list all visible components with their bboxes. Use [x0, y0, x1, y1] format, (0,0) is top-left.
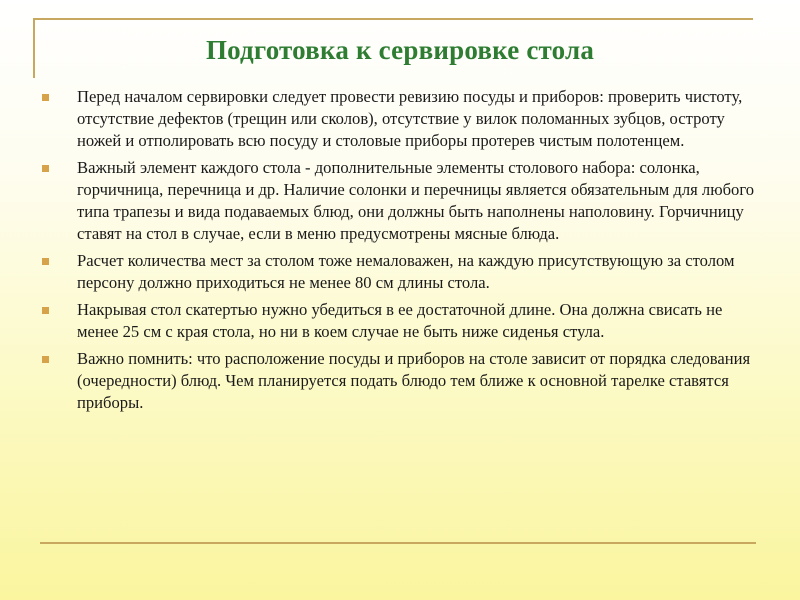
bullet-item-order — [41, 348, 756, 414]
square-bullet-icon — [42, 307, 49, 314]
bullet-item-tablecloth — [41, 299, 756, 343]
square-bullet-icon — [42, 356, 49, 363]
bullet-list — [41, 86, 756, 419]
bullet-text: Важно помнить: что расположение посуды и приборов на столе зависит от порядка следования (очередности) блюд. Чем планируется подать блюдо тем ближе к основной тарелке ставятся приборы. — [77, 349, 751, 412]
square-bullet-icon — [42, 94, 49, 101]
bullet-text: Важный элемент каждого стола - дополнительные элементы столового набора: солонка, горчичница, перечница и др. Наличие солонки и перечницы является обязательным для любого типа трапезы и вида подаваемых блюд, они должны быть наполнены наполовину. Горчичницу ставят на стол в случае, если в меню предусмотрены мясные блюда. — [77, 158, 755, 243]
bottom-horizontal-rule — [40, 542, 756, 544]
bullet-item-inspection — [41, 86, 756, 152]
bullet-text: Расчет количества мест за столом тоже немаловажен, на каждую присутствующую за столом персону должно приходиться не менее 80 см длины стола. — [77, 251, 735, 292]
bullet-item-seating — [41, 250, 756, 294]
slide-title: Подготовка к сервировке стола — [205, 35, 595, 65]
square-bullet-icon — [42, 258, 49, 265]
square-bullet-icon — [42, 165, 49, 172]
bullet-item-condiments — [41, 157, 756, 245]
bullet-text: Перед началом сервировки следует провести ревизию посуды и приборов: проверить чистоту, отсутствие дефектов (трещин или сколов), отсутствие у вилок поломанных зубцов, остроту ножей и отполировать всю посуду и столовые приборы протерев чистым полотенцем. — [77, 87, 743, 150]
bullet-text: Накрывая стол скатертью нужно убедиться в ее достаточной длине. Она должна свисать не менее 25 см с края стола, но ни в коем случае не быть ниже сиденья стула. — [77, 300, 723, 341]
top-horizontal-rule — [33, 18, 753, 20]
